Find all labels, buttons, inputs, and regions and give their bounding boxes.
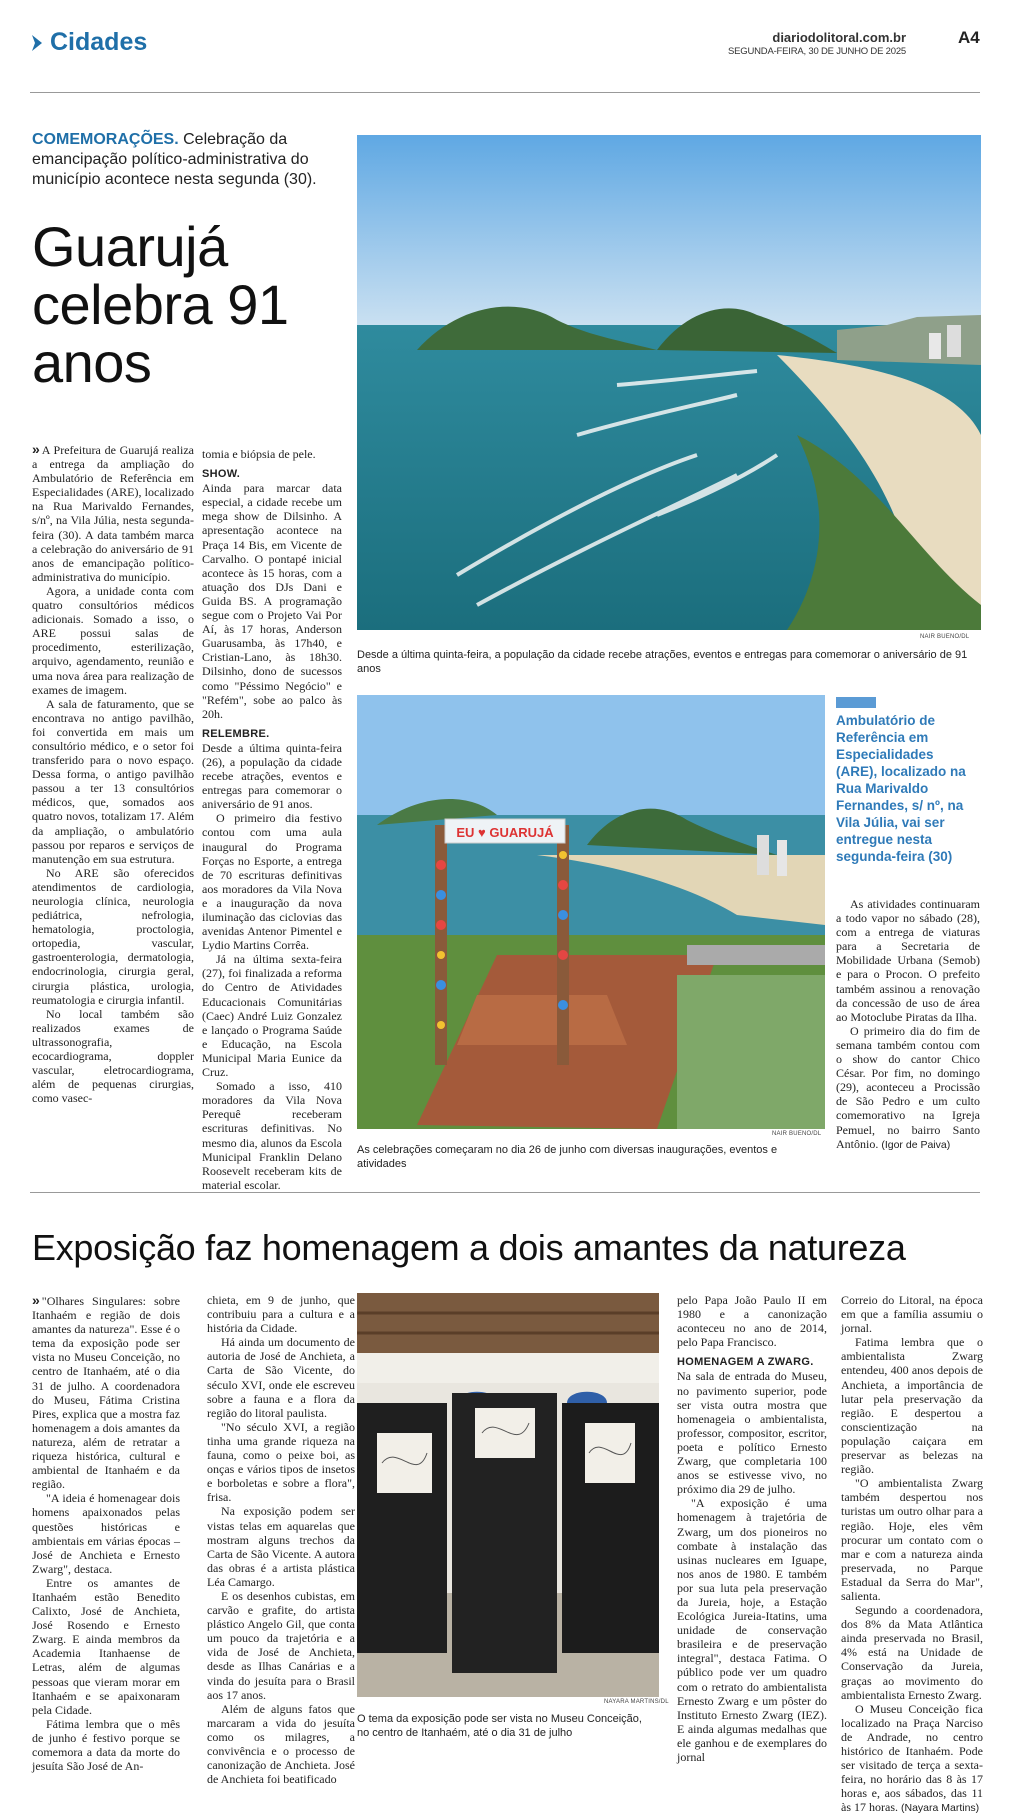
photo2-credit: NAIR BUENO/DL bbox=[772, 1131, 822, 1137]
paragraph: Correio do Litoral, na época em que a família assumiu o jornal. bbox=[841, 1293, 983, 1336]
story2-column-4 bbox=[841, 1293, 983, 1815]
beach-photo bbox=[357, 135, 981, 630]
section-title: Cidades bbox=[50, 28, 148, 56]
paragraph: Há ainda um documento de autoria de José de Anchieta, a Carta de São Vicente, do século XVI, onde ele escreveu sobre a fauna e a flora da região do litoral paulista. bbox=[207, 1335, 355, 1420]
paragraph: Na exposição podem ser vistas telas em aquarelas que mostram alguns trechos da Carta de São Vicente. A autora das obras é a artista plástica Léa Camargo. bbox=[207, 1504, 355, 1589]
paragraph: Já na última sexta-feira (27), foi finalizada a reforma do Centro de Atividades Educacionais Comunitárias (Caec) André Luiz Gonzalez e lançado o Programa Saúde e Educação, na Escola Municipal Maria Eunice da Cruz. bbox=[202, 952, 342, 1080]
chevron-right-icon bbox=[30, 34, 44, 52]
photo2-caption: As celebrações começaram no dia 26 de junho com diversas inaugurações, eventos e atividades bbox=[357, 1144, 778, 1170]
sidebar-highlight: Ambulatório de Referência em Especialidades (ARE), localizado na Rua Marivaldo Fernandes, s/ nº, na Vila Júlia, vai ser entregue nesta segunda-feira (30) bbox=[836, 713, 966, 864]
paragraph: O primeiro dia festivo contou com uma aula inaugural do Programa Forças no Esporte, a entrega de 70 escrituras definitivas aos moradores da Vila Nova e a inauguração da nova iluminação das ciclovias das avenidas Antenor Pimentel e Lydio Martins Corrêa. bbox=[202, 811, 342, 953]
subhead-zwarg: HOMENAGEM A ZWARG. bbox=[677, 1356, 814, 1369]
paragraph: » "Olhares Singulares: sobre Itanhaém e região de dois amantes da natureza". Esse é o tema da exposição pode ser vista no Museu Conceição, no centro de Itanhaém, até o dia 31 de julho. A coordenadora do Museu, Fátima Cristina Pires, explica que a mostra faz homenagem a dois amantes da natureza, além de retratar a riqueza histórica, cultural e ambiental de Itanhaém e da região. bbox=[32, 1292, 180, 1492]
paragraph: Ainda para marcar data especial, a cidade recebe um mega show de Dilsinho. A apresentação acontece na Praça 14 Bis, em Vicente de Carvalho. O pontapé inicial acontece às 15 horas, com a atuação dos DJs Dani e Guida BS. A programação segue com o Projeto Vai Por Aí, às 17 horas, Anderson Guarusamba, às 17h40, e Cristian-Lano, às 18h30. Dilsinho, dono de sucessos como "Péssimo Negócio" e "Refém", sobe ao palco às 20h. bbox=[202, 481, 342, 721]
story1-column-2 bbox=[202, 447, 342, 1192]
paragraph: "O ambientalista Zwarg também despertou nos turistas um outro olhar para a região. Hoje, eles vêm procurar um contato com o mar e com a natureza ainda preservada, no Parque Estadual da Serra do Mar", salienta. bbox=[841, 1476, 983, 1603]
paragraph: O primeiro dia do fim de semana também contou com o show do cantor Chico César. Por fim, no domingo (29), aconteceu a Procissão de São Pedro e um culto comemorativo na Igreja Pemuel, no bairro Santo Antônio. (Igor de Paiva) bbox=[836, 1023, 980, 1151]
page-number: A4 bbox=[958, 28, 980, 47]
exhibition-photo bbox=[357, 1293, 659, 1697]
lead-chevron-icon: » bbox=[32, 1292, 40, 1308]
paragraph: chieta, em 9 de junho, que contribuiu para a cultura e a história da Cidade. bbox=[207, 1293, 355, 1336]
photo3-caption: O tema da exposição pode ser vista no Museu Conceição, no centro de Itanhaém, até o dia 31 de julho bbox=[357, 1713, 642, 1739]
subhead-relembre: RELEMBRE. bbox=[202, 727, 270, 740]
paragraph: E os desenhos cubistas, em carvão e grafite, do artista plástico Angelo Gil, que conta um pouco da trajetória e a vida de José de Anchieta, desde as Ilhas Canárias e a vinda do jesuíta para o Brasil aos 17 anos. bbox=[207, 1588, 355, 1702]
edition-date: SEGUNDA-FEIRA, 30 DE JUNHO DE 2025 bbox=[728, 46, 906, 57]
section-label bbox=[30, 28, 147, 57]
byline: (Igor de Paiva) bbox=[881, 1138, 951, 1151]
sign-text: EU ♥ GUARUJÁ bbox=[456, 825, 554, 840]
header-rule bbox=[30, 92, 980, 93]
story-divider bbox=[30, 1192, 980, 1193]
story1-column-1 bbox=[32, 442, 194, 1105]
kicker-text: Celebração da emancipação político-administrativa do município acontece nesta segunda (30). bbox=[32, 131, 317, 188]
paragraph: As atividades continuaram a todo vapor no sábado (28), com a entrega de viaturas para a Secretaria de Mobilidade Urbana (Semob) e para o Procon. O prefeito também assinou a renovação da concessão de uso de área ao Motoclube Piratas da Ilha. bbox=[836, 897, 980, 1024]
paragraph: Desde a última quinta-feira (26), a população da cidade recebe atrações, eventos e entregas para comemorar o aniversário de 91 anos. bbox=[202, 740, 342, 812]
paragraph: "A ideia é homenagear dois homens apaixonados pelas questões históricas e ambientais em várias épocas – José de Anchieta e Ernesto Zwarg", destaca. bbox=[32, 1491, 180, 1576]
paragraph: A sala de faturamento, que se encontrava no antigo pavilhão, foi convertida em mais um consultório médico, e o setor foi transferido para o novo espaço. Dessa forma, o antigo pavilhão passou a ter 13 consultórios médicos, que, somados aos quatro novos, totalizam 17. Além da ampliação, o ambulatório passou por reparos e serviços de manutenção em sua estrutura. bbox=[32, 696, 194, 866]
paragraph: Na sala de entrada do Museu, no pavimento superior, pode ser vista outra mostra que homenageia o ambientalista, professor, compositor, escritor, poeta e político Ernesto Zwarg, que completaria 100 anos se estivesse vivo, no próximo dia 29 de julho. bbox=[677, 1369, 827, 1497]
exhibition-illustration bbox=[357, 1293, 659, 1697]
photo3-credit: NAYARA MARTINS/DL bbox=[604, 1699, 669, 1705]
paragraph: tomia e biópsia de pele. bbox=[202, 447, 316, 461]
paragraph: Entre os amantes de Itanhaém estão Benedito Calixto, José de Anchieta, José Rosendo e Ernesto Zwarg. E ainda membros da Academia Itanhaense de Letras, além de algumas pessoas que vieram morar em Itanhaém e se apaixonaram pela Cidade. bbox=[32, 1575, 180, 1717]
story2-headline: Exposição faz homenagem a dois amantes da natureza bbox=[32, 1227, 906, 1268]
story2-column-3 bbox=[677, 1293, 827, 1764]
paragraph: pelo Papa João Paulo II em 1980 e a canonização aconteceu no ano de 2014, pelo Papa Francisco. bbox=[677, 1293, 827, 1350]
paragraph: "A exposição é uma homenagem à trajetória de Zwarg, um dos pioneiros no combate à instalação das usinas nucleares em Iguape, nos anos de 1980. E também por sua luta pela preservação da Jureia, hoje, a Estação Ecológica Jureia-Itatins, uma unidade de conservação brasileira e de preservação integral", destaca Fatima. O público pode ver um quadro com o retrato do ambientalista Ernesto Zwarg e um pôster do Instituto Ernesto Zwarg (IEZ). E ainda algumas medalhas que ele ganhou e de exemplares do jornal bbox=[677, 1496, 827, 1764]
paragraph: No local também são realizados exames de ultrassonografia, ecocardiograma, doppler vascular, eletrocardiograma, além de pequenas cirurgias, como vasec- bbox=[32, 1006, 194, 1106]
byline: (Nayara Martins) bbox=[901, 1802, 980, 1815]
photo1-credit: NAIR BUENO/DL bbox=[920, 634, 970, 640]
story1-column-4 bbox=[836, 897, 980, 1152]
paragraph: Agora, a unidade conta com quatro consultórios médicos adicionais. Somado a isso, o ARE possui salas de procedimento, esterilização, arquivo, agendamento, reunião e uma nova área para realização de exames de imagem. bbox=[32, 583, 194, 697]
paragraph: Fatima lembra que o ambientalista Zwarg entendeu, 400 anos depois de Anchieta, a importância de lutar pela preservação da região. E despertou a conscientização na população caiçara em preservar as belezas na região. bbox=[841, 1335, 983, 1477]
sidebar-accent-bar bbox=[836, 697, 876, 708]
kicker-label: COMEMORAÇÕES. bbox=[32, 131, 179, 148]
paragraph: "No século XVI, a região tinha uma grande riqueza na fauna, como o peixe boi, as onças e vários tipos de insetos e borboletas e sobre a flora", frisa. bbox=[207, 1419, 355, 1505]
viewpoint-illustration bbox=[357, 695, 825, 1129]
story1-kicker bbox=[32, 130, 350, 190]
site-name: diariodolitoral.com.br bbox=[772, 30, 906, 45]
subhead-show: SHOW. bbox=[202, 468, 241, 481]
photo1-caption: Desde a última quinta-feira, a população da cidade recebe atrações, eventos e entregas para comemorar o aniversário de 91 anos bbox=[357, 649, 968, 675]
paragraph: Fátima lembra que o mês de junho é festivo porque se comemora a data da morte do jesuíta São José de An- bbox=[32, 1716, 180, 1774]
beach-illustration bbox=[357, 135, 981, 630]
lead-chevron-icon: » bbox=[32, 441, 40, 457]
story2-column-2 bbox=[207, 1293, 355, 1786]
story2-column-1 bbox=[32, 1293, 180, 1773]
paragraph: Segundo a coordenadora, dos 8% da Mata Atlântica ainda preservada no Brasil, 4% está na Unidade de Conservação da Jureia, graças ao movimento do ambientalista Ernesto Zwarg. bbox=[841, 1603, 983, 1702]
viewpoint-photo bbox=[357, 695, 825, 1129]
paragraph: No ARE são oferecidos atendimentos de cardiologia, neurologia clínica, neurologia pediátrica, nefrologia, hematologia, proctologia, ortopedia, vascular, gastroenterologia, dermatologia, endocrinologia, cirurgia geral, cirurgia plástica, urologia, reumatologia e cirurgia infantil. bbox=[32, 865, 194, 1007]
story1-headline: Guarujá celebra 91 anos bbox=[32, 215, 289, 394]
paragraph: Além de alguns fatos que marcaram a vida do jesuíta como os milagres, a convivência e o processo de canonização de Anchieta. José de Anchieta foi beatificado bbox=[207, 1701, 355, 1787]
paragraph: Somado a isso, 410 moradores da Vila Nova Perequê receberam escrituras definitivas. No mesmo dia, alunos da Escola Municipal Franklin Delano Roosevelt receberam kits de material escolar. bbox=[202, 1079, 342, 1192]
paragraph: O Museu Conceição fica localizado na Praça Narciso de Andrade, no centro histórico de Itanhaém. Pode ser visitado de terça a sexta-feira, no horário das 8 às 17 horas e, aos sábados, das 11 às 17 horas. (Nayara Martins) bbox=[841, 1701, 983, 1815]
paragraph: » A Prefeitura de Guarujá realiza a entrega da ampliação do Ambulatório de Referência em Especialidades (ARE), localizado na Rua Marivaldo Fernandes, s/nº, na Vila Júlia, nesta segunda-feira (30). A data também marca a celebração do aniversário de 91 anos de emancipação político-administrativa do município. bbox=[32, 441, 194, 584]
